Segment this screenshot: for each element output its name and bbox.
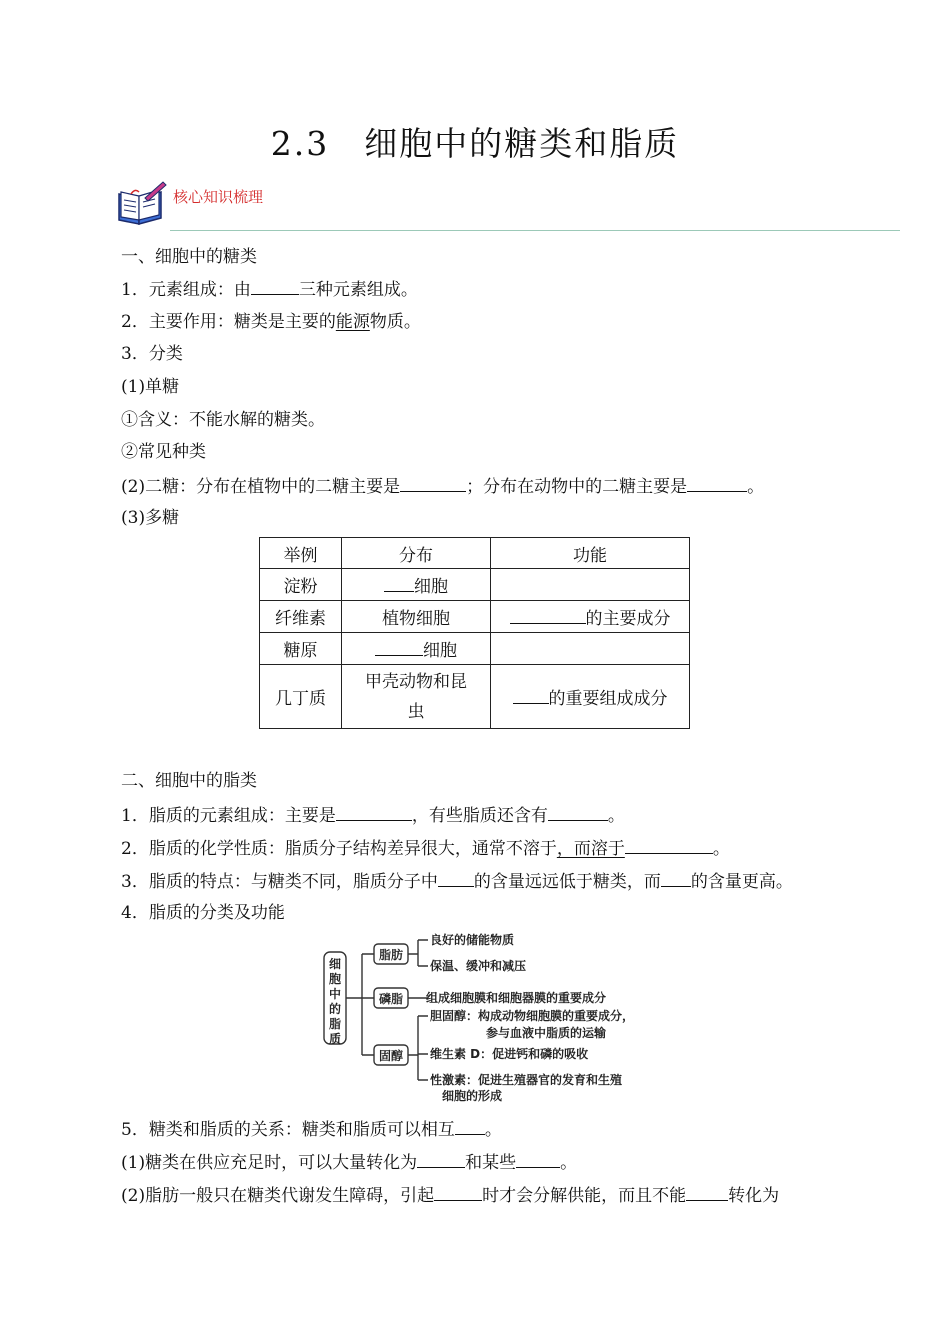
page-title: 2.3 细胞中的糖类和脂质: [270, 124, 680, 163]
sec2-line3: 3．脂质的特点：与糖类不同，脂质分子中 的含量远远低于糖类，而 的含量更高。: [121, 868, 793, 894]
lipid-classification-diagram: [322, 930, 682, 1110]
section-banner: [115, 180, 900, 232]
sec2-line6: (1)糖类在供应充足时，可以大量转化为 和某些 。: [121, 1149, 577, 1175]
table-cell: 的重要组成成分: [491, 665, 690, 729]
diagram-root-char: 脂: [328, 1017, 342, 1031]
blank: [417, 1149, 465, 1168]
sec2-line5: 5．糖类和脂质的关系：糖类和脂质可以相互 。: [121, 1116, 502, 1142]
blank: [548, 802, 608, 821]
blank: [687, 473, 747, 492]
table-cell: 的主要成分: [491, 601, 690, 633]
table-row: [260, 569, 690, 601]
table-cell: [491, 569, 690, 601]
banner-divider: [170, 230, 900, 231]
diagram-fat-item: 保温、缓冲和减压: [430, 959, 527, 973]
banner-label: 核心知识梳理: [173, 188, 264, 206]
table-cell: 纤维素: [260, 601, 342, 633]
section2-heading: 二、细胞中的脂类: [121, 771, 257, 791]
table-header: 分布: [342, 538, 491, 569]
table-cell: 甲壳动物和昆 虫: [342, 665, 491, 729]
diagram-root-char: 细: [328, 957, 342, 971]
blank: [661, 868, 691, 887]
diagram-fat-label: 脂肪: [378, 948, 404, 962]
diagram-root-char: 质: [328, 1032, 342, 1046]
blank: [625, 835, 713, 854]
diagram-phospholipid-item: 组成细胞膜和细胞器膜的重要成分: [426, 991, 607, 1005]
diagram-cholesterol: 胆固醇：构成动物细胞膜的重要成分，: [430, 1009, 635, 1023]
table-header: 功能: [491, 538, 690, 569]
table-cell: 糖原: [260, 633, 342, 665]
sec1-line5: ①含义：不能水解的糖类。: [121, 410, 325, 430]
diagram-cholesterol-cont: 参与血液中脂质的运输: [486, 1026, 607, 1040]
sec2-line1: 1．脂质的元素组成：主要是 ，有些脂质还含有 。: [121, 802, 625, 828]
blank: [400, 473, 466, 492]
diagram-phospholipid-label: 磷脂: [378, 992, 404, 1006]
sec1-line7: (2)二糖：分布在植物中的二糖主要是 ；分布在动物中的二糖主要是 。: [121, 473, 764, 499]
table-cell: [491, 633, 690, 665]
section1-heading: 一、细胞中的糖类: [121, 247, 257, 267]
blank: [686, 1182, 728, 1201]
blank: [251, 276, 299, 295]
table-header-row: [260, 538, 690, 569]
blank: [516, 1149, 560, 1168]
sec1-line6: ②常见种类: [121, 442, 206, 462]
sec1-line3: 3．分类: [121, 344, 183, 364]
diagram-sex-hormone-cont: 细胞的形成: [442, 1089, 503, 1103]
table-cell: 淀粉: [260, 569, 342, 601]
sec1-line4: (1)单糖: [121, 377, 180, 397]
blank: [336, 802, 412, 821]
sec1-line1: 1．元素组成：由 三种元素组成。: [121, 276, 418, 302]
diagram-root-char: 的: [328, 1002, 342, 1016]
table-cell: 植物细胞: [342, 601, 491, 633]
sec1-line8: (3)多糖: [121, 508, 180, 528]
diagram-fat-item: 良好的储能物质: [430, 933, 515, 947]
blank: [455, 1116, 485, 1135]
table-cell: 几丁质: [260, 665, 342, 729]
diagram-root-char: 中: [328, 987, 342, 1001]
sec1-line2: 2．主要作用：糖类是主要的能源物质。: [121, 312, 421, 332]
sec2-line2: 2．脂质的化学性质：脂质分子结构差异很大，通常不溶于，而溶于 。: [121, 835, 730, 861]
table-row: [260, 633, 690, 665]
table-cell: 细胞: [342, 633, 491, 665]
polysaccharide-table: [259, 537, 690, 729]
table-cell: 细胞: [342, 569, 491, 601]
diagram-sterol-label: 固醇: [378, 1049, 404, 1063]
table-header: 举例: [260, 538, 342, 569]
blank: [434, 1182, 482, 1201]
diagram-vitamin-d: 维生素 D：促进钙和磷的吸收: [430, 1047, 589, 1061]
diagram-root-char: 胞: [328, 972, 342, 986]
diagram-sex-hormone: 性激素：促进生殖器官的发育和生殖: [430, 1073, 623, 1087]
sec2-line7: (2)脂肪一般只在糖类代谢发生障碍，引起 时才会分解供能，而且不能 转化为: [121, 1182, 779, 1208]
blank: [438, 868, 474, 887]
open-book-icon: [115, 180, 167, 228]
sec2-line4: 4．脂质的分类及功能: [121, 903, 285, 923]
table-row: [260, 601, 690, 633]
table-row: [260, 665, 690, 729]
